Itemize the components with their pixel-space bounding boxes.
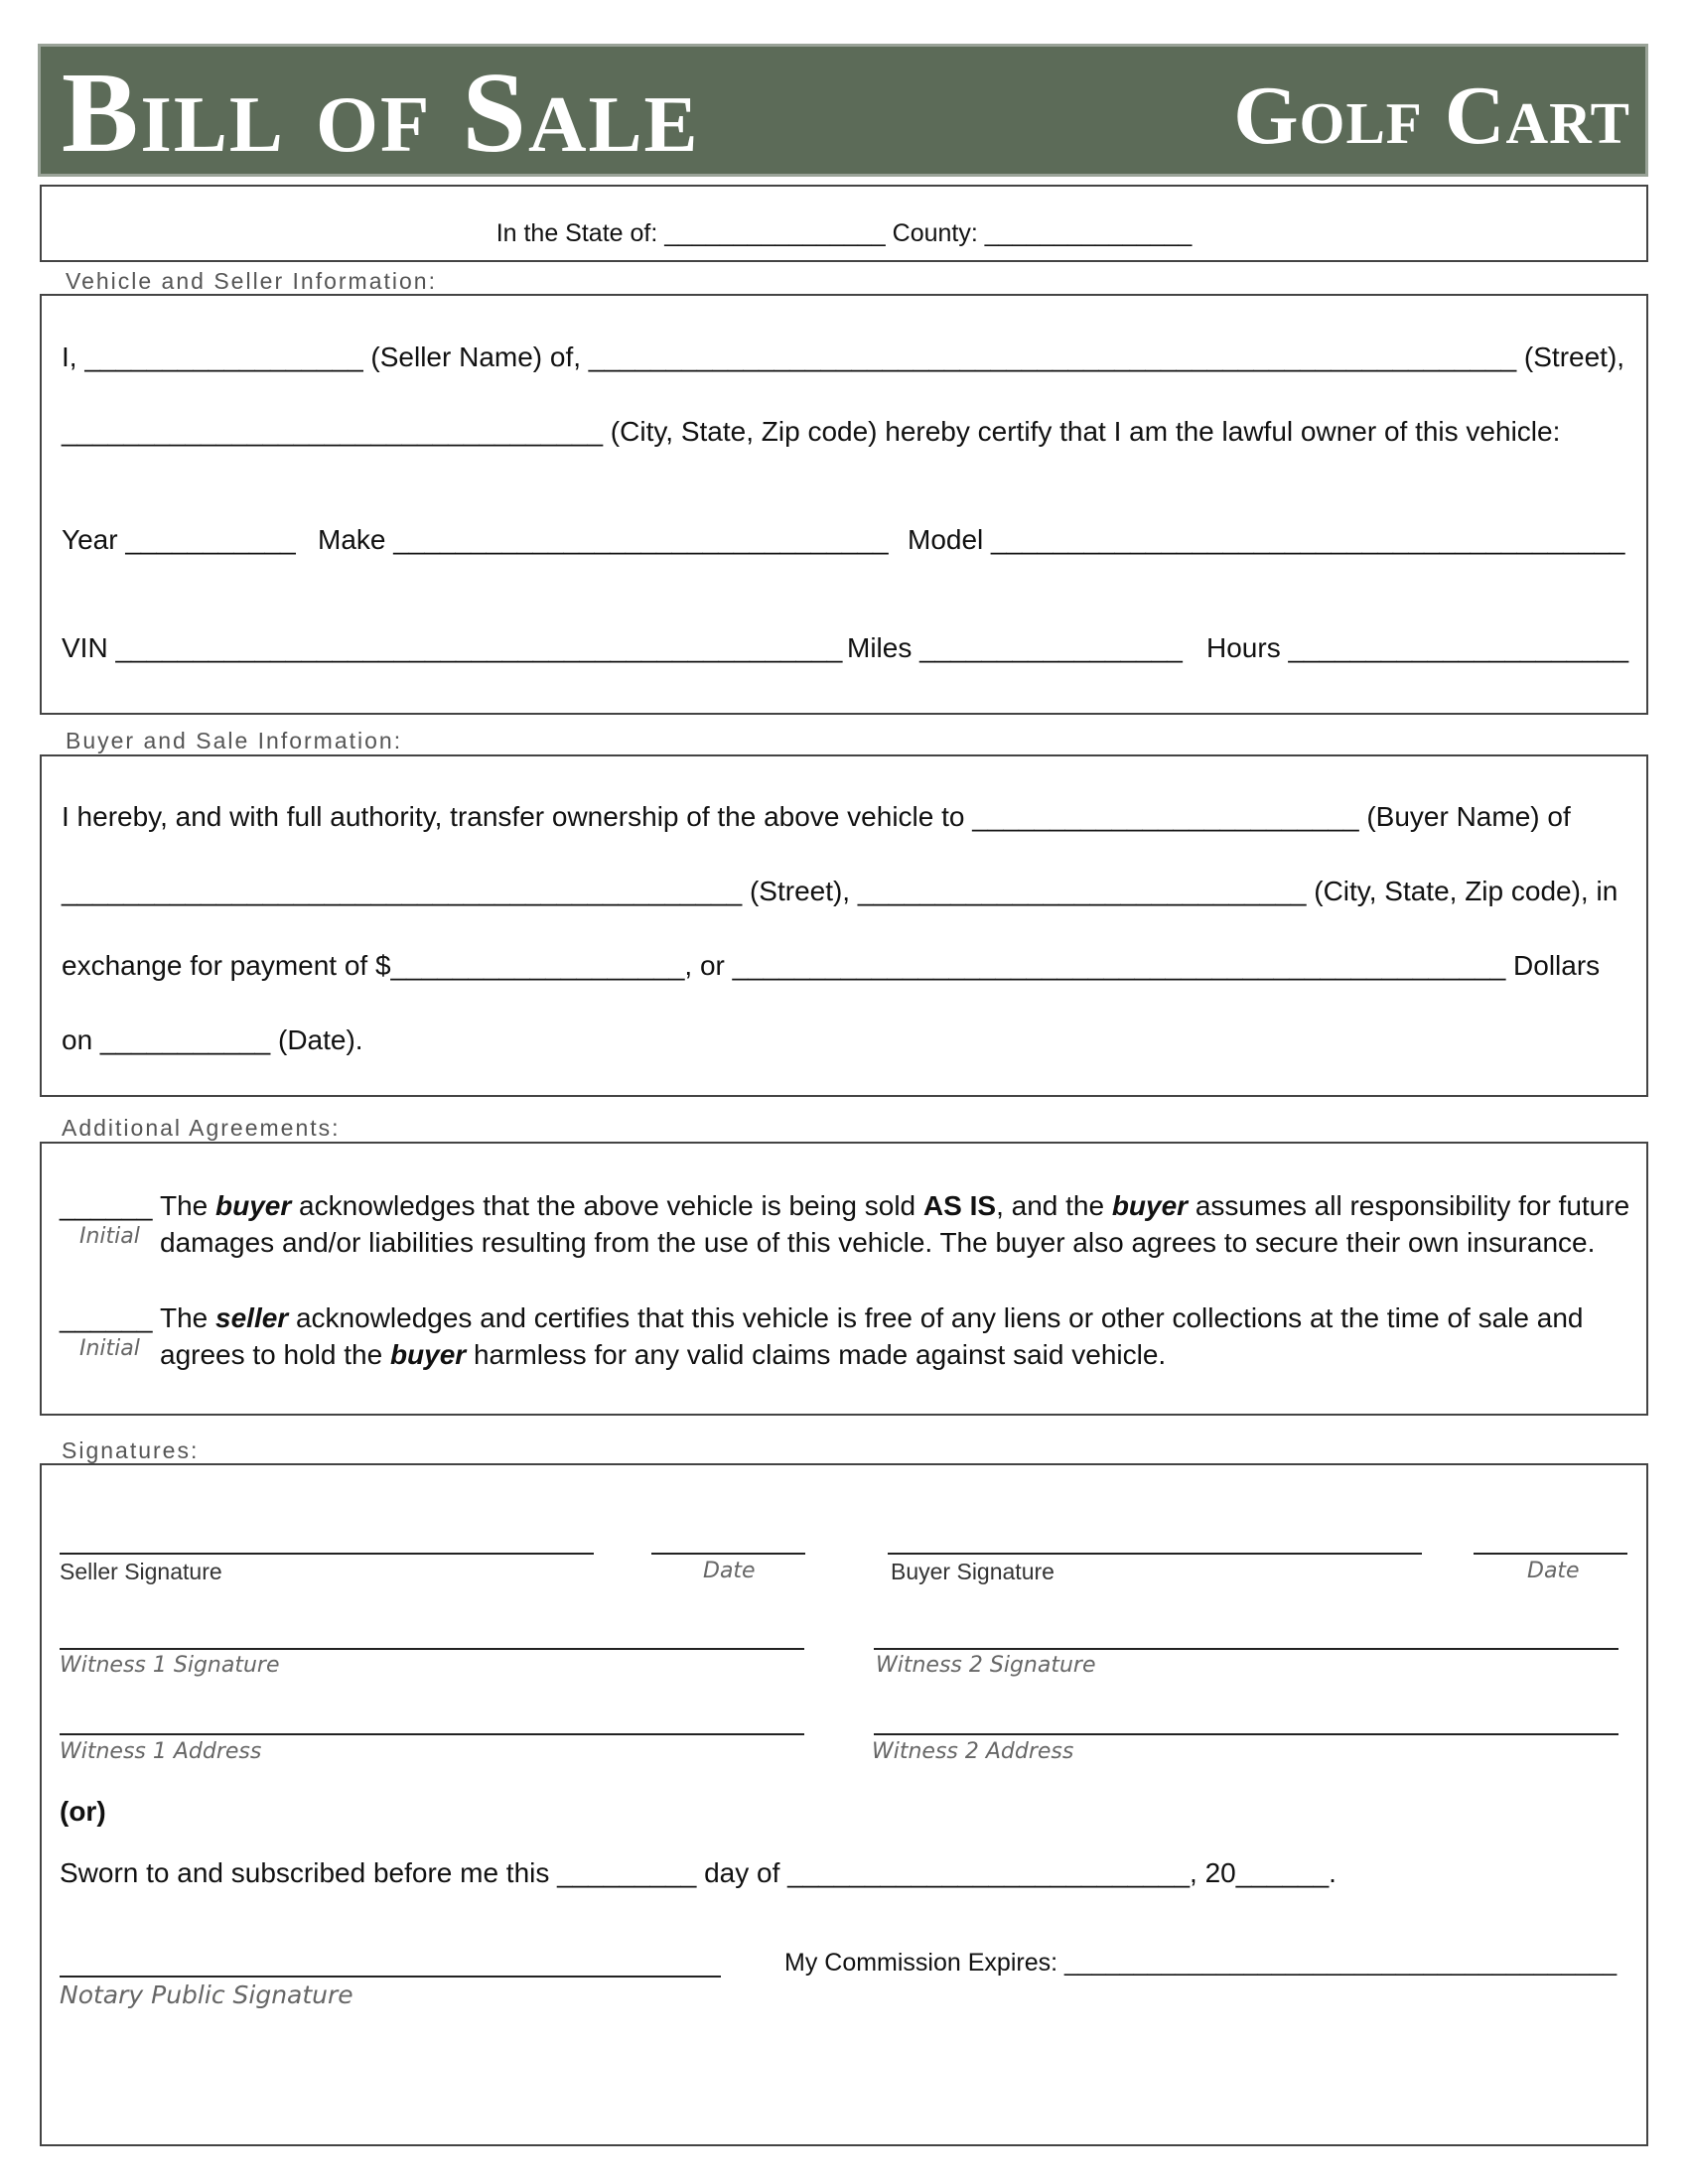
initial-blank-2: ______	[60, 1302, 153, 1333]
witness2-address-label: Witness 2 Address	[872, 1739, 1074, 1764]
seller-date-label: Date	[703, 1559, 756, 1583]
agreement-seller-liens-line2: agrees to hold the buyer harmless for any valid claims made against said vehicle.	[160, 1339, 1167, 1370]
initial-label-1: Initial	[79, 1224, 140, 1249]
witness2-signature-line	[874, 1648, 1618, 1650]
witness1-signature-line	[60, 1648, 804, 1650]
buyer-address-line: ____________________________________________ (Street), _____________________________ (City, State, Zip code), in	[62, 876, 1618, 906]
vin-field: VIN _______________________________________________	[62, 632, 843, 663]
initial-blank-1: ______	[60, 1190, 153, 1221]
document-title: Bill of Sale	[62, 50, 700, 177]
witness2-address-line	[874, 1733, 1618, 1735]
signatures-box	[40, 1463, 1648, 2146]
commission-expires-line: My Commission Expires: ________________________________________	[784, 1949, 1618, 1977]
witness1-signature-label: Witness 1 Signature	[60, 1653, 280, 1678]
buyer-section-heading: Buyer and Sale Information:	[66, 728, 403, 753]
agreements-box	[40, 1142, 1648, 1416]
seller-date-line	[651, 1553, 805, 1555]
notary-signature-label: Notary Public Signature	[60, 1980, 353, 2009]
document-subtitle: Golf Cart	[1233, 69, 1630, 162]
buyer-signature-label: Buyer Signature	[891, 1559, 1055, 1584]
model-field: Model _________________________________________	[908, 524, 1625, 555]
buyer-date-label: Date	[1527, 1559, 1580, 1583]
buyer-date-line	[1474, 1553, 1627, 1555]
initial-label-2: Initial	[79, 1336, 140, 1361]
notary-signature-line	[60, 1976, 721, 1978]
buyer-name-line: I hereby, and with full authority, transfer ownership of the above vehicle to _________________________ (Buyer Name) of	[62, 801, 1571, 832]
witness2-signature-label: Witness 2 Signature	[876, 1653, 1096, 1678]
payment-line: exchange for payment of $___________________, or __________________________________________________ Dollars	[62, 950, 1601, 981]
miles-field: Miles _________________	[847, 632, 1183, 663]
witness1-address-label: Witness 1 Address	[60, 1739, 262, 1764]
seller-city-line: ___________________________________ (City, State, Zip code) hereby certify that I am the lawful owner of this vehicle:	[62, 416, 1561, 447]
signatures-section-heading: Signatures:	[62, 1437, 200, 1463]
or-label: (or)	[60, 1796, 106, 1827]
witness1-address-line	[60, 1733, 804, 1735]
buyer-signature-line	[888, 1553, 1422, 1555]
vehicle-section-heading: Vehicle and Seller Information:	[66, 268, 437, 294]
agreement-seller-liens: The seller acknowledges and certifies that this vehicle is free of any liens or other collections at the time of sale and	[160, 1302, 1584, 1333]
year-field: Year ___________	[62, 524, 296, 555]
make-field: Make ________________________________	[318, 524, 889, 555]
seller-signature-line	[60, 1553, 594, 1555]
state-county-line: In the State of: ________________ County: _______________	[495, 219, 1193, 247]
seller-name-street-line: I, __________________ (Seller Name) of, ____________________________________________________________ (Street),	[62, 341, 1625, 372]
sale-date-line: on ___________ (Date).	[62, 1024, 363, 1055]
agreements-section-heading: Additional Agreements:	[62, 1115, 341, 1141]
seller-signature-label: Seller Signature	[60, 1559, 222, 1584]
sworn-statement-line: Sworn to and subscribed before me this _________ day of __________________________, 20______.	[60, 1857, 1336, 1888]
agreement-buyer-as-is-line2: damages and/or liabilities resulting from the use of this vehicle. The buyer also agrees to secure their own insurance.	[160, 1227, 1596, 1258]
hours-field: Hours ______________________	[1206, 632, 1629, 663]
agreement-buyer-as-is: The buyer acknowledges that the above vehicle is being sold AS IS, and the buyer assumes all responsibility for future	[160, 1190, 1630, 1221]
